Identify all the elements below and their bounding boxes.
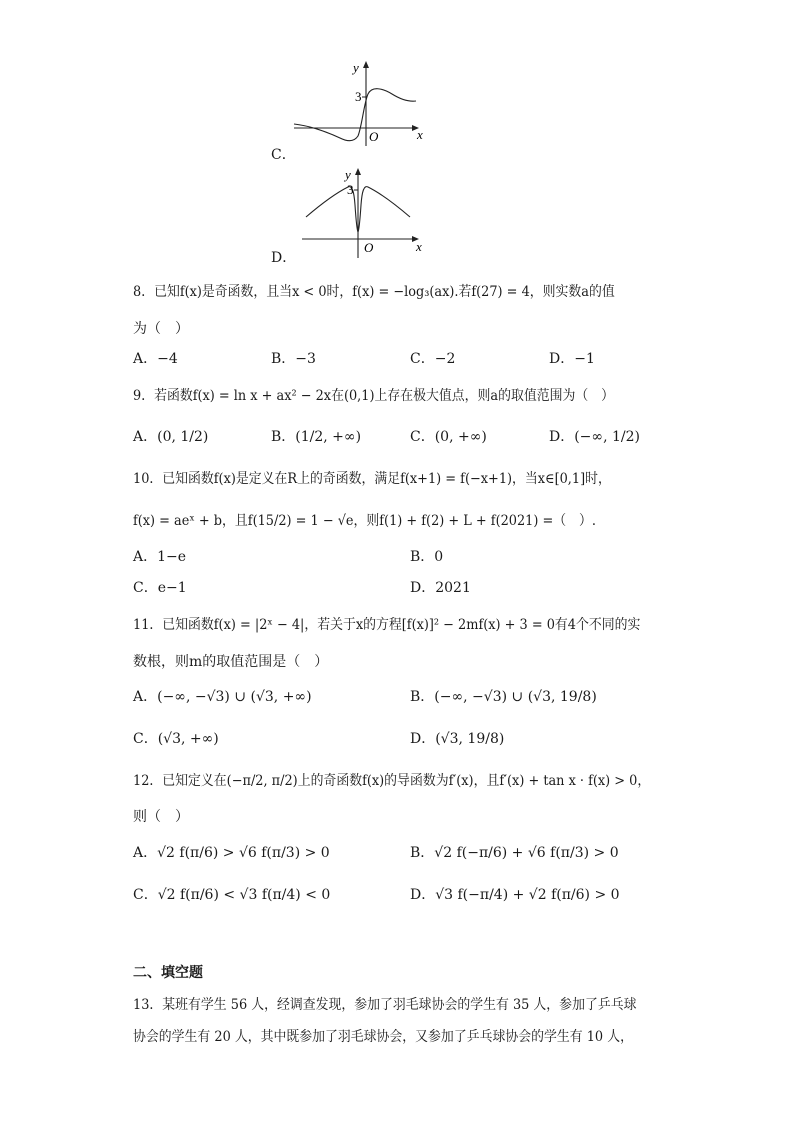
q13-line1: 13．某班有学生 56 人，经调查发现，参加了羽毛球协会的学生有 35 人，参加了乒乓球 xyxy=(133,997,637,1013)
graph-c-x-label: x xyxy=(417,127,423,142)
q11-option-b: B．(−∞, −√3) ∪ (√3, 19/8) xyxy=(410,689,597,705)
q12-stem: 12．已知定义在(−π/2, π/2)上的奇函数f(x)的导函数为f′(x)，且f′(x) + tan x · f(x) > 0， xyxy=(133,773,651,789)
graph-c xyxy=(292,58,432,148)
q12-option-c: C．√2 f(π/6) < √3 f(π/4) < 0 xyxy=(133,887,331,903)
q9-option-d: D．(−∞, 1/2) xyxy=(549,429,640,445)
graph-d xyxy=(292,165,432,260)
q10-option-a: A．1−e xyxy=(133,549,187,565)
q9-stem: 9．若函数f(x) = ln x + ax² − 2x在(0,1)上存在极大值点，则a的取值范围为（ ） xyxy=(133,388,615,404)
q8-option-d: D．−1 xyxy=(549,351,595,367)
graph-d-origin: O xyxy=(364,240,374,255)
q11-stem: 11．已知函数f(x) = |2ˣ − 4|，若关于x的方程[f(x)]² − 2mf(x) + 3 = 0有4个不同的实 xyxy=(133,617,641,633)
graph-c-origin: O xyxy=(369,129,379,144)
q10-stem-cont: f(x) = aeˣ + b，且f(15/2) = 1 − √e，则f(1) + f(2) + L + f(2021) =（ ）. xyxy=(133,513,597,529)
q10-option-d: D．2021 xyxy=(410,580,471,596)
q9-option-b: B．(1/2, +∞) xyxy=(271,429,362,445)
q9-option-a: A．(0, 1/2) xyxy=(133,429,209,445)
q10-option-b: B．0 xyxy=(410,549,444,565)
q9-option-c: C．(0, +∞) xyxy=(410,429,487,445)
q11-option-d: D．(√3, 19/8) xyxy=(410,731,505,747)
q8-option-b: B．−3 xyxy=(271,351,316,367)
option-c-label: C． xyxy=(271,147,296,163)
q11-option-c: C．(√3, +∞) xyxy=(133,731,219,747)
graph-d-tick-3: 3 xyxy=(347,182,354,197)
q8-option-c: C．−2 xyxy=(410,351,456,367)
q12-option-b: B．√2 f(−π/6) + √6 f(π/3) > 0 xyxy=(410,845,619,861)
q8-stem: 8．已知f(x)是奇函数，且当x < 0时，f(x) = −log₃(ax).若f(27) = 4，则实数a的值 xyxy=(133,284,615,300)
q13-line2: 协会的学生有 20 人，其中既参加了羽毛球协会，又参加了乒乓球协会的学生有 10 人， xyxy=(133,1029,633,1045)
graph-d-y-label: y xyxy=(345,167,351,182)
q10-stem: 10．已知函数f(x)是定义在R上的奇函数，满足f(x+1) = f(−x+1)，当x∈[0,1]时， xyxy=(133,471,611,487)
graph-c-tick-3: 3 xyxy=(355,89,362,104)
section-title: 二、填空题 xyxy=(133,965,203,981)
q10-option-c: C．e−1 xyxy=(133,580,187,596)
q12-option-a: A．√2 f(π/6) > √6 f(π/3) > 0 xyxy=(133,845,330,861)
option-d-label: D． xyxy=(271,250,297,266)
q8-stem-cont: 为（ ） xyxy=(133,321,189,337)
q12-option-d: D．√3 f(−π/4) + √2 f(π/6) > 0 xyxy=(410,887,620,903)
q11-option-a: A．(−∞, −√3) ∪ (√3, +∞) xyxy=(133,689,312,705)
q8-option-a: A．−4 xyxy=(133,351,178,367)
graph-c-y-label: y xyxy=(353,60,359,75)
q12-stem-cont: 则（ ） xyxy=(133,809,189,825)
graph-d-x-label: x xyxy=(416,239,422,254)
q11-stem-cont: 数根，则m的取值范围是（ ） xyxy=(133,654,329,670)
